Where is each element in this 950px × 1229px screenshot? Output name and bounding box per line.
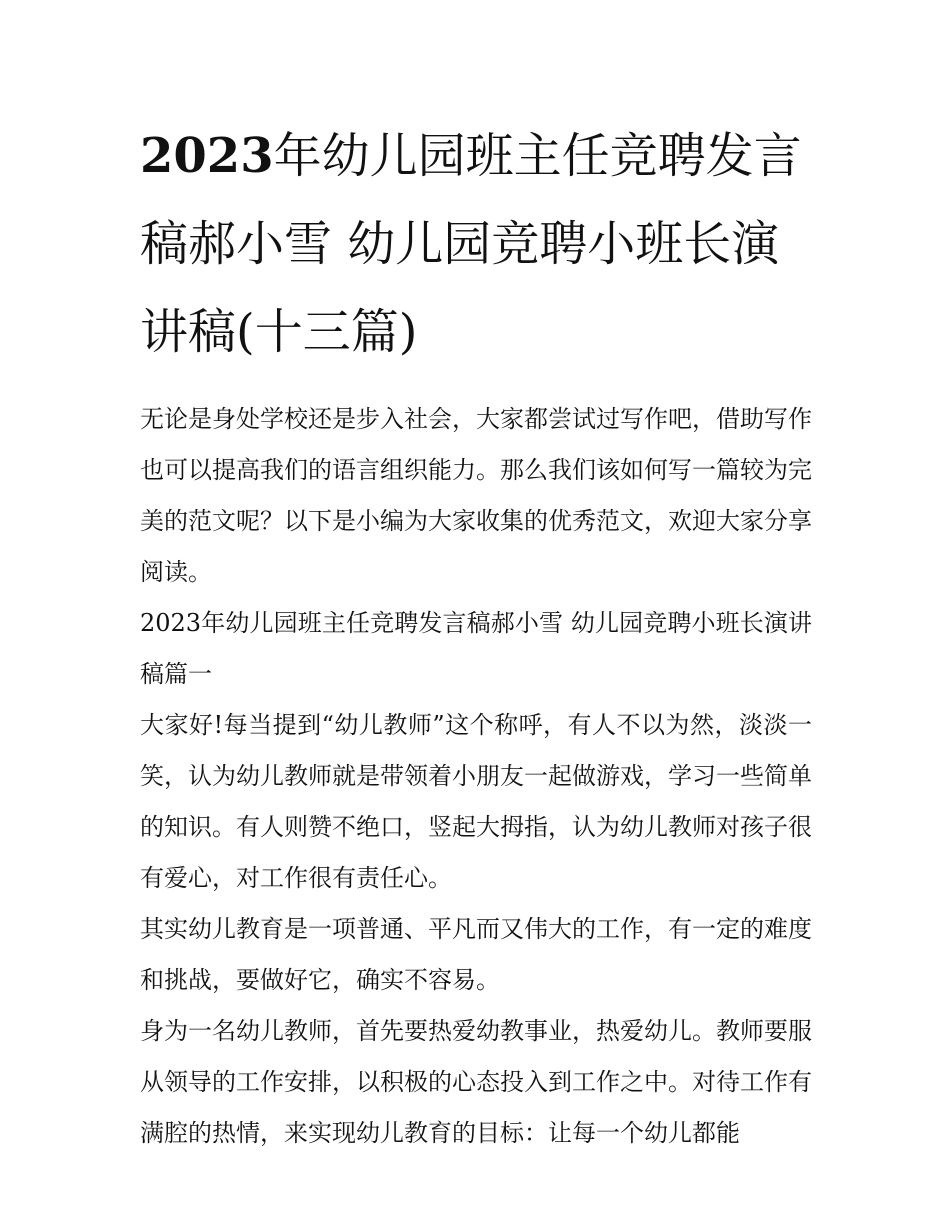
section-heading: 2023年幼儿园班主任竞聘发言稿郝小雪 幼儿园竞聘小班长演讲稿篇一 — [140, 609, 812, 688]
body-paragraph: 其实幼儿教育是一项普通、平凡而又伟大的工作，有一定的难度和挑战，要做好它，确实不容易。 — [140, 915, 812, 994]
title-text: 年幼儿园班主任竞聘发言稿郝小雪 幼儿园竞聘小班长演讲稿(十三篇) — [140, 128, 802, 360]
body-paragraph: 身为一名幼儿教师，首先要热爱幼教事业，热爱幼儿。教师要服从领导的工作安排，以积极的心态投入到工作之中。对待工作有满腔的热情，来实现幼儿教育的目标：让每一个幼儿都能 — [140, 1017, 812, 1147]
title-year: 2023 — [140, 128, 274, 184]
intro-paragraph: 无论是身处学校还是步入社会，大家都尝试过写作吧，借助写作也可以提高我们的语言组织能力。那么我们该如何写一篇较为完美的范文呢？以下是小编为大家收集的优秀范文，欢迎大家分享阅读。 — [140, 405, 812, 586]
document-page — [140, 112, 812, 1159]
body-paragraph: 大家好!每当提到“幼儿教师”这个称呼，有人不以为然，淡淡一笑，认为幼儿教师就是带领着小朋友一起做游戏，学习一些简单的知识。有人则赞不绝口，竖起大拇指，认为幼儿教师对孩子很有爱心，对工作很有责任心。 — [140, 711, 812, 892]
document-title — [140, 112, 812, 376]
